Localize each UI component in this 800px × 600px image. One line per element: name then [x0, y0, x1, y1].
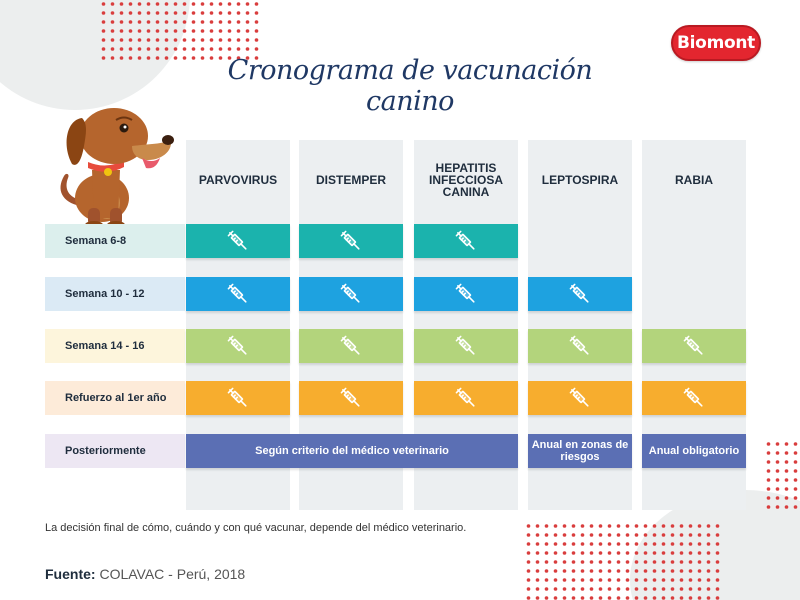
syringe-icon	[568, 386, 592, 410]
dose-cell-hepatitis	[414, 329, 518, 363]
dose-cell-parvo	[186, 277, 290, 311]
row-label: Semana 6-8	[45, 224, 185, 258]
syringe-icon	[339, 386, 363, 410]
dose-cell-parvo	[186, 381, 290, 415]
syringe-icon	[454, 386, 478, 410]
column-header-distemper: DISTEMPER	[315, 173, 386, 187]
dose-cell-parvo	[186, 224, 290, 258]
decor-dots-right	[760, 440, 800, 510]
source-label: Fuente:	[45, 566, 96, 582]
syringe-icon	[226, 334, 250, 358]
dose-cell-rabia	[642, 381, 746, 415]
syringe-icon	[339, 334, 363, 358]
dose-cell-hepatitis	[414, 224, 518, 258]
dog-icon	[52, 98, 177, 228]
column-header-rabia: RABIA	[675, 173, 713, 187]
dose-cell-lepto	[528, 277, 632, 311]
row-label: Refuerzo al 1er año	[45, 381, 185, 415]
syringe-icon	[568, 334, 592, 358]
posterior-cell: Anual en zonas de riesgos	[528, 434, 632, 468]
posterior-cell: Anual obligatorio	[642, 434, 746, 468]
dose-cell-rabia	[642, 329, 746, 363]
row-label: Semana 14 - 16	[45, 329, 185, 363]
syringe-icon	[226, 229, 250, 253]
syringe-icon	[339, 229, 363, 253]
decor-dots-bottom-right	[520, 522, 720, 600]
source-text: COLAVAC - Perú, 2018	[99, 566, 246, 582]
syringe-icon	[682, 386, 706, 410]
dose-cell-lepto	[528, 329, 632, 363]
syringe-icon	[682, 334, 706, 358]
source-line	[45, 566, 245, 582]
title-line-1: Cronograma de vacunación	[227, 55, 593, 86]
syringe-icon	[339, 282, 363, 306]
dose-cell-hepatitis	[414, 277, 518, 311]
dose-cell-distemper	[299, 277, 403, 311]
dose-cell-distemper	[299, 329, 403, 363]
title-line-2: canino	[366, 86, 454, 117]
row-label: Posteriormente	[45, 434, 185, 468]
posterior-cell: Según criterio del médico veterinario	[186, 434, 518, 468]
dose-cell-distemper	[299, 224, 403, 258]
syringe-icon	[454, 229, 478, 253]
dose-cell-distemper	[299, 381, 403, 415]
dose-cell-hepatitis	[414, 381, 518, 415]
biomont-logo: Biomont	[671, 25, 761, 61]
syringe-icon	[454, 282, 478, 306]
column-header-parvo: PARVOVIRUS	[198, 173, 278, 187]
syringe-icon	[226, 282, 250, 306]
footnote: La decisión final de cómo, cuándo y con qué vacunar, depende del médico veterinario.	[45, 522, 467, 534]
column-header-hepatitis: HEPATITIS INFECCIOSA CANINA	[428, 161, 503, 199]
syringe-icon	[568, 282, 592, 306]
page-title	[200, 55, 620, 117]
column-header-lepto: LEPTOSPIRA	[541, 173, 619, 187]
decor-dots-top-left	[95, 0, 265, 62]
dose-cell-parvo	[186, 329, 290, 363]
dose-cell-lepto	[528, 381, 632, 415]
row-label: Semana 10 - 12	[45, 277, 185, 311]
syringe-icon	[226, 386, 250, 410]
syringe-icon	[454, 334, 478, 358]
